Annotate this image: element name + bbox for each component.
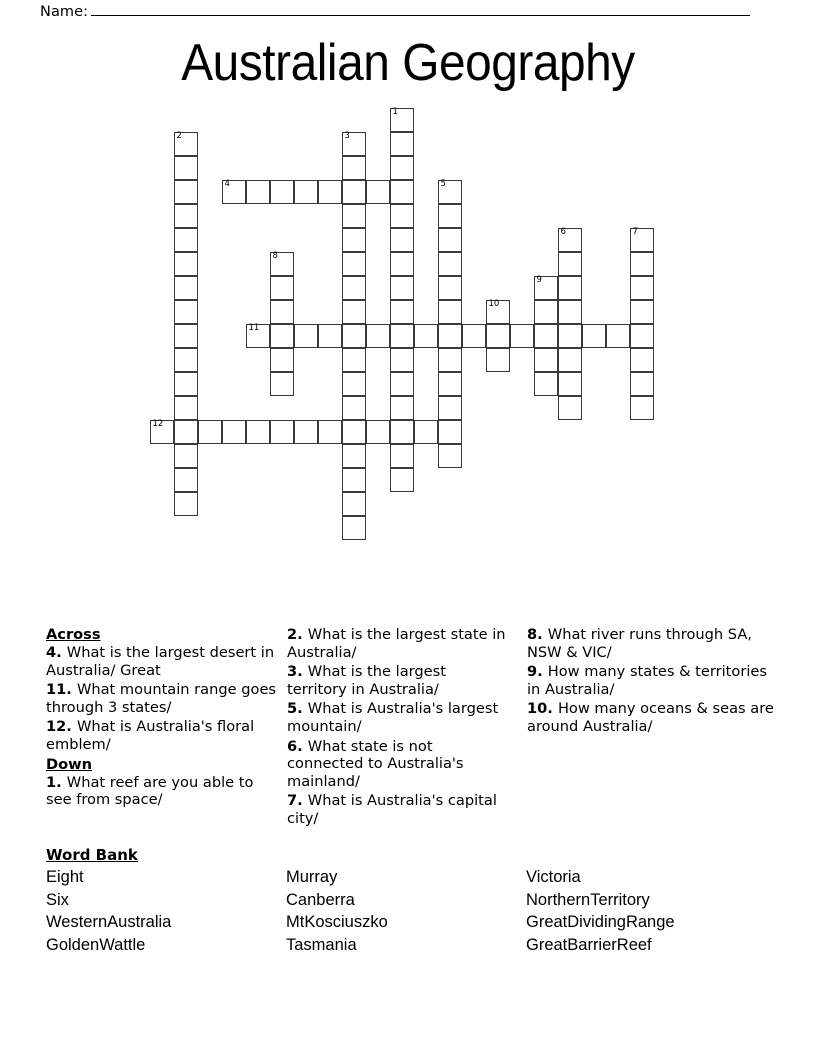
grid-cell[interactable]	[174, 300, 198, 324]
grid-cell[interactable]	[318, 180, 342, 204]
clue-text: What reef are you able to see from space/	[46, 773, 254, 809]
grid-cell[interactable]	[390, 468, 414, 492]
grid-cell[interactable]	[534, 324, 558, 348]
clue-number: 6.	[287, 737, 308, 755]
grid-cell[interactable]	[342, 372, 366, 396]
grid-cell[interactable]	[390, 420, 414, 444]
clues-section	[46, 626, 776, 836]
grid-cell[interactable]	[270, 300, 294, 324]
grid-cell[interactable]	[366, 324, 390, 348]
grid-cell[interactable]	[390, 132, 414, 156]
clue-text: What is the largest state in Australia/	[287, 626, 506, 661]
grid-cell[interactable]	[294, 180, 318, 204]
grid-cell[interactable]	[390, 156, 414, 180]
grid-clue-number: 5	[440, 179, 446, 189]
clue-item	[287, 626, 509, 661]
word-bank-word: Six	[46, 890, 69, 909]
clue-item	[287, 792, 509, 827]
grid-clue-number: 2	[176, 131, 182, 141]
clue-item	[287, 663, 509, 698]
grid-clue-number: 12	[152, 419, 164, 429]
grid-clue-number: 3	[344, 131, 350, 141]
word-bank-column-2	[286, 866, 526, 956]
clue-item	[527, 700, 776, 735]
grid-cell[interactable]	[318, 324, 342, 348]
clue-text: What is the largest desert in Australia/ Great	[46, 644, 275, 679]
clue-number: 10.	[527, 700, 558, 718]
grid-cell[interactable]	[174, 468, 198, 492]
grid-cell[interactable]	[510, 324, 534, 348]
clue-text: What river runs through SA, NSW & VIC/	[527, 626, 752, 661]
word-bank-column-1	[46, 866, 286, 956]
grid-cell[interactable]	[462, 324, 486, 348]
grid-cell[interactable]	[246, 180, 270, 204]
grid-cell[interactable]	[438, 300, 462, 324]
grid-cell[interactable]	[486, 348, 510, 372]
grid-cell[interactable]	[270, 324, 294, 348]
clue-number: 9.	[527, 663, 548, 681]
grid-cell[interactable]	[390, 324, 414, 348]
word-bank-word: GoldenWattle	[46, 935, 146, 954]
grid-clue-number: 9	[536, 275, 542, 285]
clue-text: What is Australia's largest mountain/	[287, 700, 499, 735]
grid-cell[interactable]	[558, 276, 582, 300]
grid-cell[interactable]	[174, 444, 198, 468]
grid-cell[interactable]	[342, 516, 366, 540]
grid-cell[interactable]	[390, 348, 414, 372]
grid-cell[interactable]	[558, 252, 582, 276]
grid-cell[interactable]	[270, 420, 294, 444]
grid-cell[interactable]	[222, 420, 246, 444]
grid-cell[interactable]	[390, 276, 414, 300]
grid-cell[interactable]	[438, 372, 462, 396]
word-bank-word: GreatDividingRange	[526, 913, 675, 932]
grid-cell[interactable]	[318, 420, 342, 444]
grid-cell[interactable]	[342, 468, 366, 492]
grid-cell[interactable]	[414, 420, 438, 444]
grid-cell[interactable]	[342, 180, 366, 204]
grid-cell[interactable]	[294, 420, 318, 444]
name-label: Name:	[40, 4, 89, 20]
word-bank-word: NorthernTerritory	[526, 890, 650, 909]
grid-cell[interactable]	[342, 204, 366, 228]
grid-cell-numbered-12[interactable]	[150, 420, 174, 444]
grid-cell[interactable]	[342, 228, 366, 252]
grid-cell[interactable]	[390, 228, 414, 252]
grid-cell[interactable]	[174, 348, 198, 372]
clues-column-2	[287, 626, 509, 830]
grid-cell[interactable]	[630, 276, 654, 300]
grid-cell[interactable]	[582, 324, 606, 348]
word-bank-section	[46, 845, 776, 956]
word-bank-word: Murray	[286, 868, 338, 886]
grid-cell[interactable]	[174, 252, 198, 276]
clue-number: 2.	[287, 626, 308, 643]
clues-column-3	[527, 626, 776, 738]
clue-number: 1.	[46, 773, 67, 791]
clue-text: What state is not connected to Australia's mainland/	[287, 737, 464, 790]
grid-cell-numbered-6[interactable]	[558, 228, 582, 252]
grid-cell[interactable]	[558, 324, 582, 348]
clue-item	[46, 774, 278, 809]
grid-cell[interactable]	[342, 252, 366, 276]
word-bank-columns	[46, 866, 776, 956]
page-title: Australian Geography	[181, 34, 635, 92]
grid-cell[interactable]	[174, 420, 198, 444]
grid-cell[interactable]	[630, 324, 654, 348]
grid-cell[interactable]	[438, 276, 462, 300]
word-bank-word: GreatBarrierReef	[526, 935, 652, 954]
grid-cell[interactable]	[534, 348, 558, 372]
grid-cell-numbered-5[interactable]	[438, 180, 462, 204]
clue-text: How many oceans & seas are around Australia/	[527, 700, 774, 735]
grid-clue-number: 6	[560, 227, 566, 237]
clue-text: What is the largest territory in Australia/	[287, 663, 446, 698]
grid-cell[interactable]	[342, 324, 366, 348]
grid-cell[interactable]	[342, 156, 366, 180]
grid-clue-number: 7	[632, 227, 638, 237]
grid-cell[interactable]	[630, 372, 654, 396]
grid-cell[interactable]	[390, 300, 414, 324]
grid-cell[interactable]	[390, 204, 414, 228]
grid-cell[interactable]	[390, 396, 414, 420]
grid-cell[interactable]	[486, 324, 510, 348]
clue-item	[527, 626, 776, 661]
grid-cell[interactable]	[174, 492, 198, 516]
grid-cell[interactable]	[558, 396, 582, 420]
grid-cell[interactable]	[198, 420, 222, 444]
word-bank-word: Eight	[46, 868, 84, 886]
clue-number: 12.	[46, 718, 77, 736]
clue-item	[287, 738, 509, 791]
grid-cell[interactable]	[366, 180, 390, 204]
grid-clue-number: 10	[488, 299, 500, 309]
word-bank-heading: Word Bank	[46, 846, 138, 864]
clue-number: 8.	[527, 626, 548, 643]
grid-cell[interactable]	[246, 420, 270, 444]
grid-cell[interactable]	[630, 300, 654, 324]
grid-cell[interactable]	[438, 348, 462, 372]
word-bank-word: Victoria	[526, 868, 581, 886]
grid-clue-number: 1	[392, 107, 398, 117]
word-bank-column-3	[526, 866, 766, 956]
grid-cell[interactable]	[270, 372, 294, 396]
clue-text: How many states & territories in Australia/	[527, 663, 767, 698]
grid-cell[interactable]	[342, 300, 366, 324]
grid-cell[interactable]	[342, 492, 366, 516]
grid-cell-numbered-10[interactable]	[486, 300, 510, 324]
grid-cell[interactable]	[342, 396, 366, 420]
grid-cell[interactable]	[414, 324, 438, 348]
grid-cell[interactable]	[438, 396, 462, 420]
grid-cell[interactable]	[390, 180, 414, 204]
word-bank-word: WesternAustralia	[46, 913, 172, 932]
grid-cell[interactable]	[390, 252, 414, 276]
grid-cell[interactable]	[342, 276, 366, 300]
grid-cell[interactable]	[438, 252, 462, 276]
grid-cell[interactable]	[342, 348, 366, 372]
clue-item	[46, 681, 278, 716]
clue-number: 4.	[46, 644, 67, 661]
grid-cell[interactable]	[438, 228, 462, 252]
clue-section-heading-down: Down	[46, 755, 93, 773]
grid-cell[interactable]	[534, 300, 558, 324]
grid-cell[interactable]	[438, 324, 462, 348]
clue-text: What is Australia's capital city/	[287, 792, 497, 827]
grid-cell[interactable]	[174, 228, 198, 252]
grid-cell[interactable]	[174, 204, 198, 228]
grid-cell[interactable]	[174, 180, 198, 204]
grid-clue-number: 4	[224, 179, 230, 189]
grid-cell[interactable]	[438, 444, 462, 468]
grid-cell[interactable]	[294, 324, 318, 348]
grid-cell[interactable]	[630, 396, 654, 420]
grid-cell[interactable]	[174, 156, 198, 180]
word-bank-word: Tasmania	[286, 935, 357, 954]
grid-cell[interactable]	[270, 180, 294, 204]
clue-item	[527, 663, 776, 698]
clue-item	[46, 644, 278, 679]
grid-cell[interactable]	[174, 396, 198, 420]
grid-cell-numbered-9[interactable]	[534, 276, 558, 300]
grid-cell-numbered-7[interactable]	[630, 228, 654, 252]
grid-cell[interactable]	[630, 252, 654, 276]
clue-number: 5.	[287, 700, 308, 718]
grid-cell[interactable]	[438, 420, 462, 444]
grid-cell[interactable]	[558, 300, 582, 324]
clue-number: 7.	[287, 792, 308, 810]
clue-text: What mountain range goes through 3 states/	[46, 681, 277, 716]
clue-item	[287, 700, 509, 735]
grid-cell-numbered-2[interactable]	[174, 132, 198, 156]
word-bank-word: MtKosciuszko	[286, 913, 388, 932]
grid-cell[interactable]	[630, 348, 654, 372]
grid-cell[interactable]	[366, 420, 390, 444]
grid-clue-number: 11	[248, 323, 260, 333]
grid-clue-number: 8	[272, 251, 278, 261]
grid-cell[interactable]	[342, 444, 366, 468]
grid-cell-numbered-4[interactable]	[222, 180, 246, 204]
clue-number: 11.	[46, 681, 77, 699]
grid-cell[interactable]	[438, 204, 462, 228]
grid-cell[interactable]	[606, 324, 630, 348]
clues-column-1	[46, 626, 278, 811]
grid-cell[interactable]	[174, 372, 198, 396]
word-bank-word: Canberra	[286, 890, 355, 909]
grid-cell[interactable]	[558, 348, 582, 372]
grid-cell[interactable]	[558, 372, 582, 396]
grid-cell[interactable]	[270, 348, 294, 372]
grid-cell-numbered-1[interactable]	[390, 108, 414, 132]
grid-cell-numbered-8[interactable]	[270, 252, 294, 276]
grid-cell[interactable]	[174, 276, 198, 300]
grid-cell-numbered-3[interactable]	[342, 132, 366, 156]
clue-number: 3.	[287, 663, 308, 681]
clue-section-heading-across: Across	[46, 626, 101, 643]
grid-cell-numbered-11[interactable]	[246, 324, 270, 348]
grid-cell[interactable]	[342, 420, 366, 444]
grid-cell[interactable]	[390, 372, 414, 396]
clue-text: What is Australia's floral emblem/	[46, 718, 255, 753]
grid-cell[interactable]	[534, 372, 558, 396]
grid-cell[interactable]	[270, 276, 294, 300]
clue-item	[46, 718, 278, 753]
grid-cell[interactable]	[174, 324, 198, 348]
grid-cell[interactable]	[390, 444, 414, 468]
